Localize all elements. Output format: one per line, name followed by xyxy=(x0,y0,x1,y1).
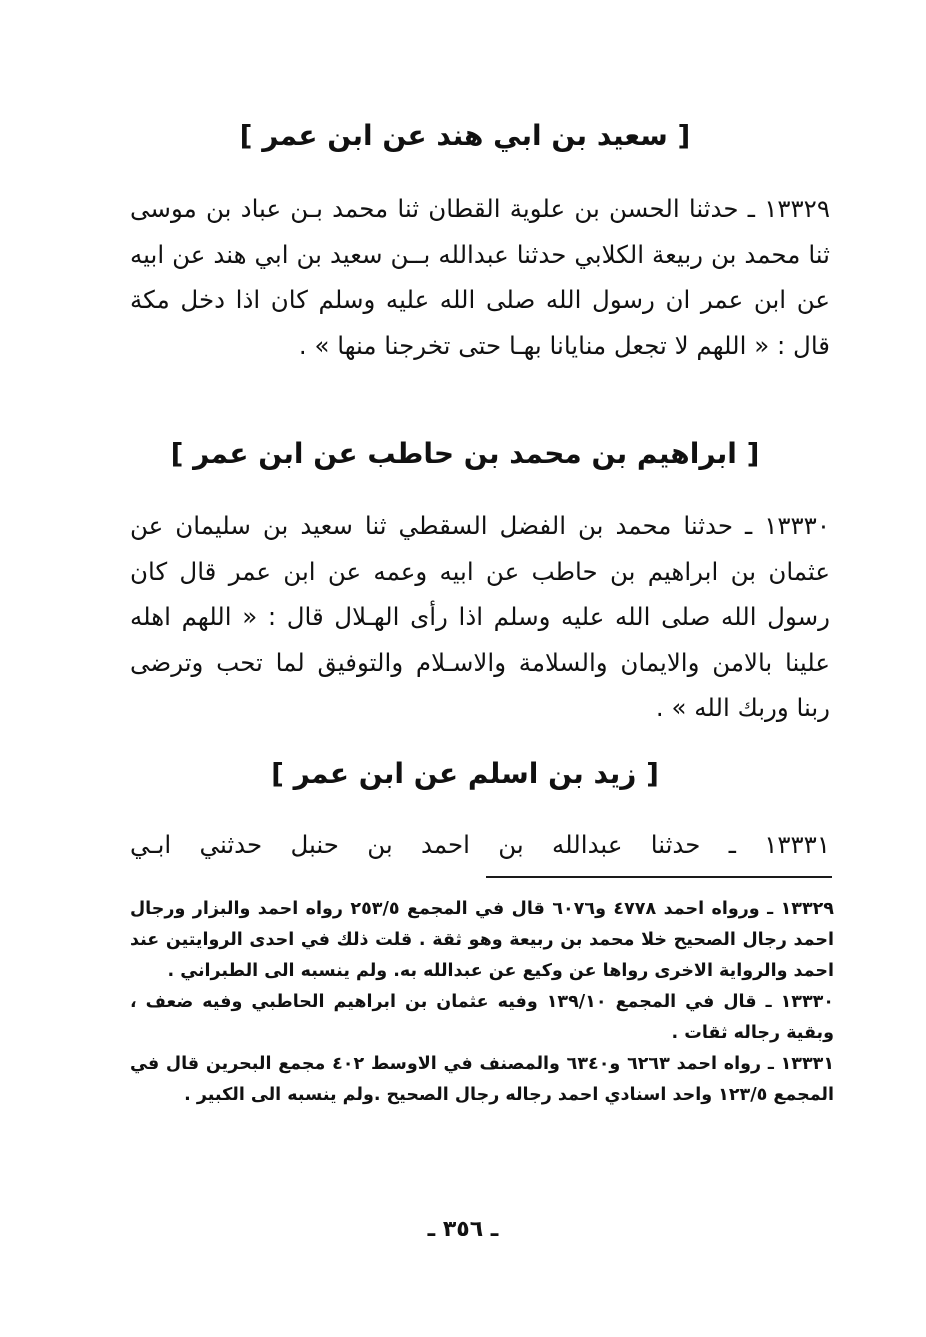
section-heading-3: [ زيد بن اسلم عن ابن عمر ] xyxy=(271,757,659,790)
footnote-3: ١٣٣٣١ ـ رواه احمد ٦٢٦٣ و٦٣٤٠ والمصنف في الاوسط ٤٠٢ مجمع البحرين قال في المجمع ١٢٣/٥ واحد اسنادي احمد رجاله رجال الصحيح .ولم ينسبه الى الكبير . xyxy=(130,1054,834,1105)
hadith-paragraph-3: ١٣٣٣١ ـ حدثنا عبدالله بن احمد بن حنبل حدثني ابـي xyxy=(130,830,830,859)
section-heading-2: [ ابراهيم بن محمد بن حاطب عن ابن عمر ] xyxy=(170,437,760,470)
footnote-separator xyxy=(486,876,832,878)
hadith-paragraph-1: ١٣٣٢٩ ـ حدثنا الحسن بن علوية القطان ثنا محمد بـن عباد بن موسى ثنا محمد بن ربيعة الكلابي حدثنا عبدالله بــن سعيد بن ابي هند عن ابيه عن ابن عمر ان رسول الله صلى الله عليه وسلم كان اذا دخل مكة قال : « اللهم لا تجعل منايانا بهـا حتى تخرجنا منها » . xyxy=(130,194,830,360)
footnote-1: ١٣٣٢٩ ـ ورواه احمد ٤٧٧٨ و٦٠٧٦ قال في المجمع ٢٥٣/٥ رواه احمد والبزار ورجال احمد رجال الصحيح خلا محمد بن ربيعة وهو ثقة . قلت ذلك في احدى الروايتين عند احمد والرواية الاخرى رواها عن وكيع عن عبدالله به. ولم ينسبه الى الطبراني . xyxy=(130,899,834,981)
footnote-2: ١٣٣٣٠ ـ قال في المجمع ١٣٩/١٠ وفيه عثمان بن ابراهيم الحاطبي وفيه ضعف ، وبقية رجاله ثقات . xyxy=(130,992,834,1043)
section-heading-1: [ سعيد بن ابي هند عن ابن عمر ] xyxy=(239,119,691,152)
page-number: ـ ٣٥٦ ـ xyxy=(427,1217,499,1242)
footnotes xyxy=(130,894,834,1111)
hadith-paragraph-2: ١٣٣٣٠ ـ حدثنا محمد بن الفضل السقطي ثنا سعيد بن سليمان عن عثمان بن ابراهيم بن حاطب عن ابيه وعمه عن ابن عمر قال كان رسول الله صلى الله عليه وسلم اذا رأى الهـلال قال : « اللهم اهله علينا بالامن والايمان والسلامة والاسـلام والتوفيق لما تحب وترضى ربنا وربك الله » . xyxy=(130,511,830,722)
